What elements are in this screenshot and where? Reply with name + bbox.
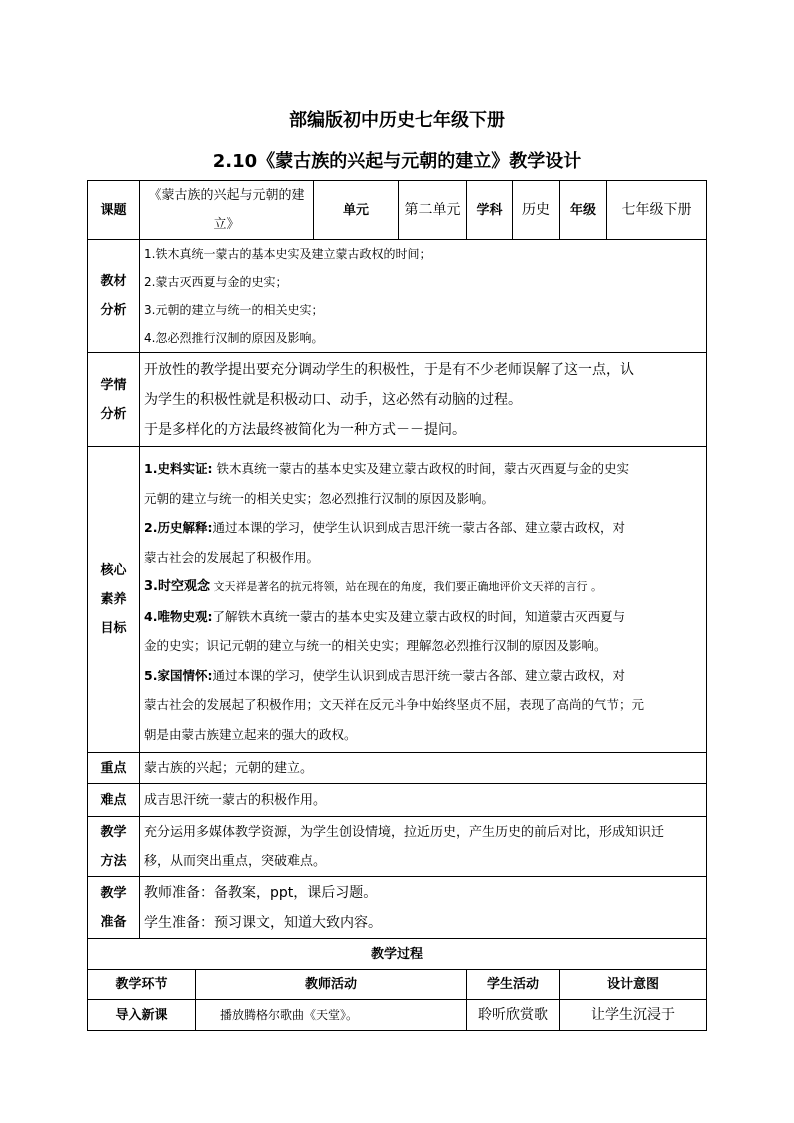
subject-value: 历史 — [513, 181, 560, 240]
core-literacy-label: 核心 素养 目标 — [88, 447, 140, 753]
method-row — [88, 817, 707, 877]
goal-item: 5.家国情怀:通过本课的学习，使学生认识到成吉思汗统一蒙古各部、建立蒙古政权，对 — [144, 667, 625, 683]
teacher-cell: 播放腾格尔歌曲《天堂》。 — [196, 1000, 467, 1031]
textbook-analysis-label: 教材 分析 — [88, 240, 140, 353]
topic-label: 课题 — [88, 181, 140, 240]
list-item: 3.元朝的建立与统一的相关史实； — [144, 303, 324, 317]
grade-value: 七年级下册 — [607, 181, 707, 240]
textbook-analysis-content — [140, 240, 707, 353]
student-cell: 聆听欣赏歌 — [467, 1000, 560, 1031]
unit-label-cell: 单元 — [314, 181, 399, 240]
method-content: 充分运用多媒体教学资源，为学生创设情境，拉近历史，产生历史的前后对比，形成知识迁 移，从而突出重点，突破难点。 — [140, 817, 707, 877]
process-title-row — [88, 939, 707, 970]
goal-item: 3.时空观念 文天祥是著名的抗元将领，站在现在的角度，我们要正确地评价文天祥的言行 。 — [144, 579, 602, 594]
intent-cell: 让学生沉浸于 — [560, 1000, 707, 1031]
textbook-analysis-row — [88, 240, 707, 353]
col-step: 教学环节 — [88, 970, 196, 1000]
goal-item: 1.史料实证: 铁木真统一蒙古的基本史实及建立蒙古政权的时间，蒙古灭西夏与金的史实 — [144, 461, 629, 476]
list-item: 4.忽必烈推行汉制的原因及影响。 — [144, 331, 324, 345]
core-literacy-row — [88, 447, 707, 753]
preparation-label: 教学 准备 — [88, 877, 140, 939]
list-item: 1.铁木真统一蒙古的基本史实及建立蒙古政权的时间； — [144, 247, 432, 261]
grade-label: 年级 — [560, 181, 607, 240]
col-teacher: 教师活动 — [196, 970, 467, 1000]
goal-item: 2.历史解释:通过本课的学习，使学生认识到成吉思汗统一蒙古各部、建立蒙古政权，对 — [144, 520, 625, 535]
student-analysis-content: 开放性的教学提出要充分调动学生的积极性，于是有不少老师误解了这一点，认 为学生的积极性就是积极动口、动手，这必然有动脑的过程。 于是多样化的方法最终被简化为一种方式－－提问。 — [140, 353, 707, 447]
goal-item: 4.唯物史观:了解铁木真统一蒙古的基本史实及建立蒙古政权的时间，知道蒙古灭西夏与 — [144, 608, 625, 624]
subject-label: 学科 — [467, 181, 513, 240]
unit-value: 第二单元 — [399, 181, 467, 240]
step-cell: 导入新课 — [88, 1000, 196, 1031]
core-literacy-content: 1.史料实证: 铁木真统一蒙古的基本史实及建立蒙古政权的时间，蒙古灭西夏与金的史实 元朝的建立与统一的相关史实；忽必烈推行汉制的原因及影响。 2.历史解释:通过本课的学习，使学生认识到成吉思汗统一蒙古各部、建立蒙古政权，对 蒙古社会的发展起了积极作用。 3.时空观念 文天祥是著名的抗元将领，站在现在的角度，我们要正确地评价文天祥的言行 。 4.唯物史观:了解铁木真统一蒙古的基本史实及建立蒙古政权的时间，知道蒙古灭西夏与 金的史实；识记元朝的建立与统一的相关史实；理解忽必烈推行汉制的原因及影响。 5.家国情怀:通过本课的学习，使学生认识到成吉思汗统一蒙古各部、建立蒙古政权，对 蒙古社会的发展起了积极作用；文天祥在反元斗争中始终坚贞不屈，表现了高尚的气节；元 朝是由蒙古族建立起来的强大的政权。 — [140, 447, 707, 753]
lesson-plan-table — [87, 180, 707, 1031]
topic-value: 《蒙古族的兴起与元朝的建立》 — [140, 181, 314, 240]
lesson-title: 2.10《蒙古族的兴起与元朝的建立》教学设计 — [212, 151, 582, 172]
difficulty-value: 成吉思汗统一蒙古的积极作用。 — [140, 784, 707, 817]
student-analysis-row — [88, 353, 707, 447]
key-point-value: 蒙古族的兴起；元朝的建立。 — [140, 753, 707, 784]
preparation-content: 教师准备：备教案，ppt，课后习题。 学生准备：预习课文，知道大致内容。 — [140, 877, 707, 939]
key-point-row — [88, 753, 707, 784]
difficulty-label: 难点 — [88, 784, 140, 817]
col-intent: 设计意图 — [560, 970, 707, 1000]
document-title: 部编版初中历史七年级下册 — [289, 110, 505, 131]
process-header-row — [88, 970, 707, 1000]
col-student: 学生活动 — [467, 970, 560, 1000]
difficulty-row — [88, 784, 707, 817]
preparation-row — [88, 877, 707, 939]
table-row — [88, 1000, 707, 1031]
key-point-label: 重点 — [88, 753, 140, 784]
method-label: 教学 方法 — [88, 817, 140, 877]
process-title: 教学过程 — [88, 939, 707, 970]
header-row — [88, 181, 707, 240]
student-analysis-label: 学情 分析 — [88, 353, 140, 447]
list-item: 2.蒙古灭西夏与金的史实； — [144, 275, 288, 289]
